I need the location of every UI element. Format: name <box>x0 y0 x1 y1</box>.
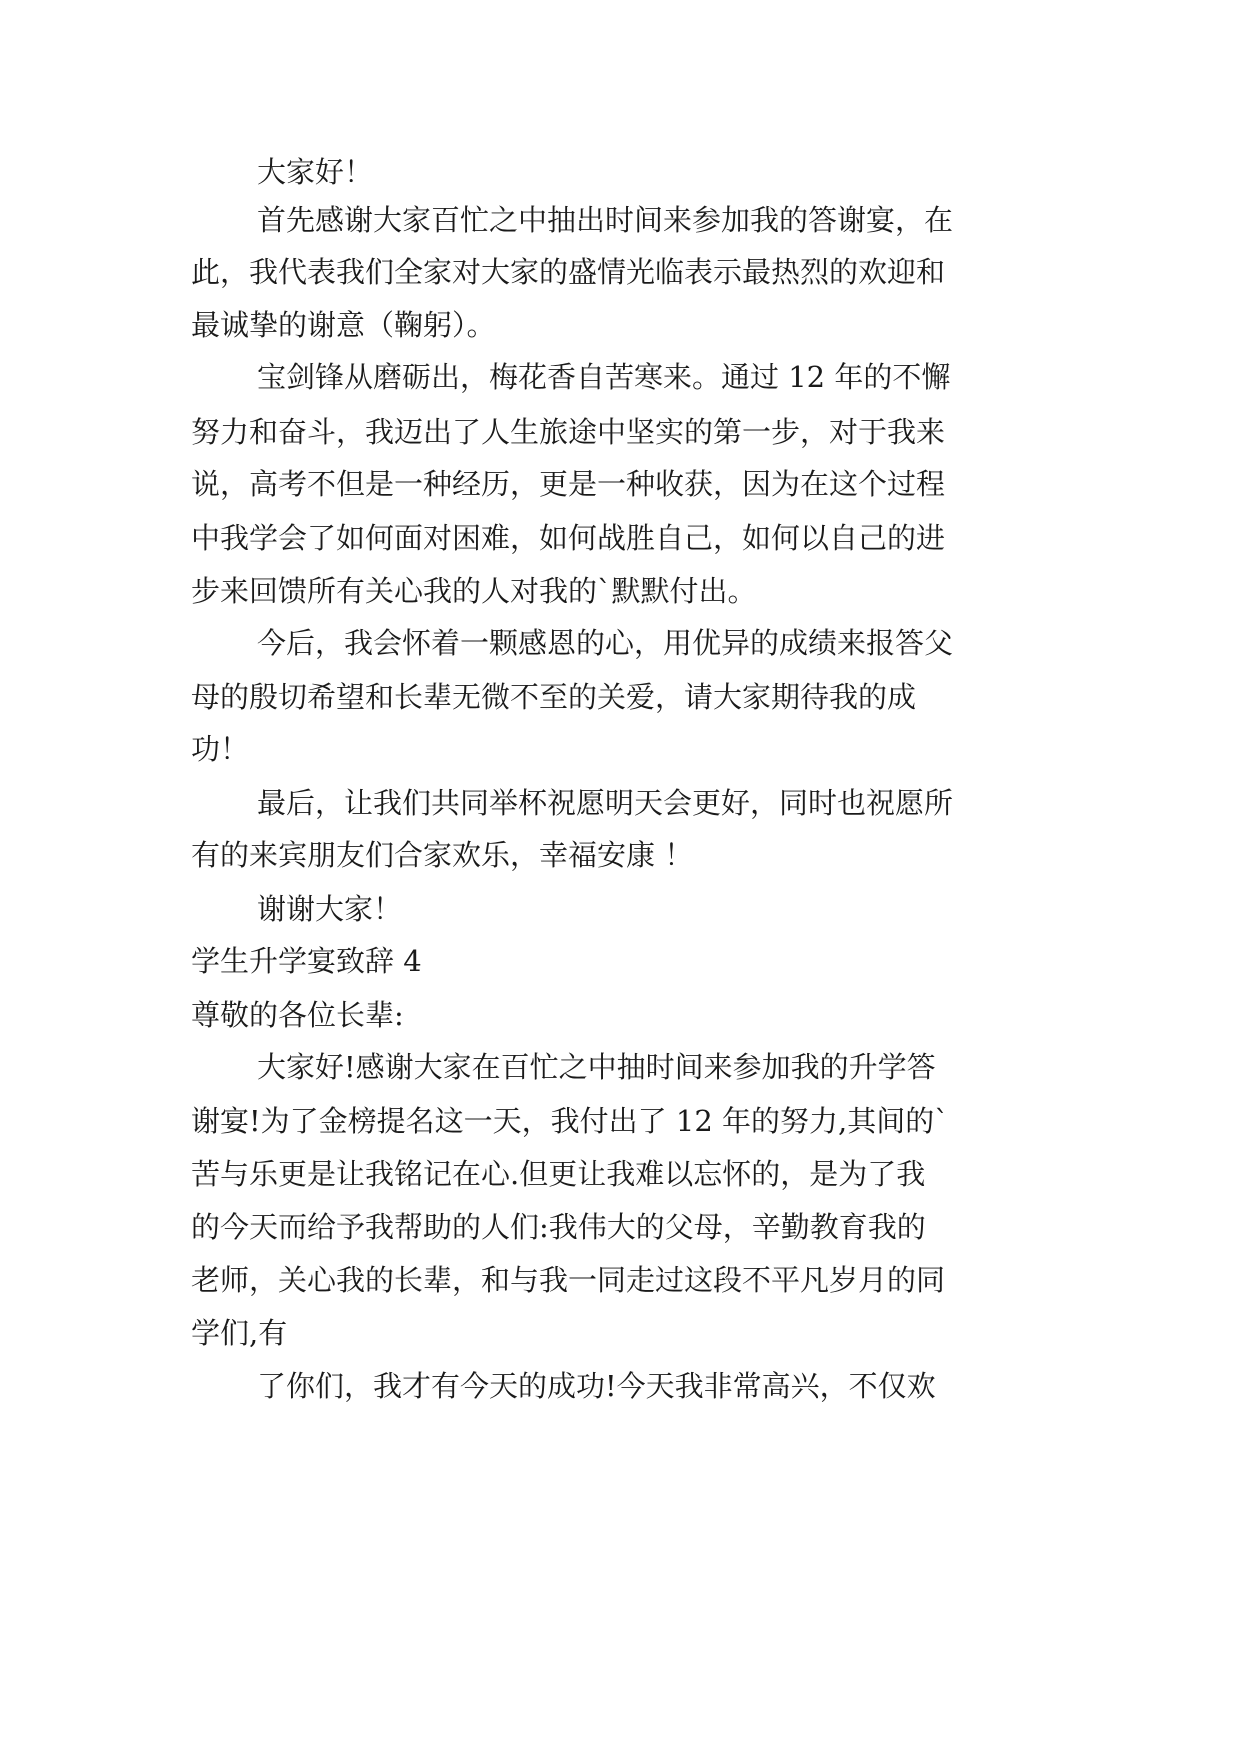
text-line: 最后，让我们共同举杯祝愿明天会更好，同时也祝愿所 <box>257 786 954 820</box>
text-line: 苦与乐更是让我铭记在心.但更让我难以忘怀的，是为了我 <box>191 1157 926 1191</box>
text-line: 母的殷切希望和长辈无微不至的关爱，请大家期待我的成 <box>191 680 917 714</box>
salutation: 尊敬的各位长辈: <box>191 998 404 1032</box>
text-line: 步来回馈所有关心我的人对我的`默默付出。 <box>191 574 757 608</box>
text-line: 了你们，我才有今天的成功!今天我非常高兴，不仅欢 <box>257 1369 936 1403</box>
text-line: 谢宴!为了金榜提名这一天，我付出了 12 年的努力,其间的` <box>191 1104 949 1138</box>
text-line: 功！ <box>191 732 250 766</box>
text-line: 最诚挚的谢意（鞠躬）。 <box>191 308 496 342</box>
text-line: 中我学会了如何面对困难，如何战胜自己，如何以自己的进 <box>191 521 946 555</box>
text-line: 学们,有 <box>191 1316 288 1350</box>
text-line: 首先感谢大家百忙之中抽出时间来参加我的答谢宴，在 <box>257 203 954 237</box>
text-line: 大家好!感谢大家在百忙之中抽时间来参加我的升学答 <box>257 1050 936 1084</box>
text-line: 努力和奋斗，我迈出了人生旅途中坚实的第一步，对于我来 <box>191 415 946 449</box>
text-line: 此，我代表我们全家对大家的盛情光临表示最热烈的欢迎和 <box>191 255 946 289</box>
text-line: 有的来宾朋友们合家欢乐，幸福安康 ！ <box>191 838 694 872</box>
text-line: 今后，我会怀着一颗感恩的心，用优异的成绩来报答父 <box>257 626 954 660</box>
section-heading: 学生升学宴致辞 4 <box>191 944 422 978</box>
text-line: 宝剑锋从磨砺出，梅花香自苦寒来。通过 12 年的不懈 <box>257 360 951 394</box>
text-line: 的今天而给予我帮助的人们:我伟大的父母，辛勤教育我的 <box>191 1210 926 1244</box>
text-line: 大家好！ <box>257 155 374 189</box>
text-line: 老师，关心我的长辈，和与我一同走过这段不平凡岁月的同 <box>191 1263 946 1297</box>
text-line: 谢谢大家！ <box>257 892 403 926</box>
text-line: 说，高考不但是一种经历，更是一种收获，因为在这个过程 <box>191 467 946 501</box>
